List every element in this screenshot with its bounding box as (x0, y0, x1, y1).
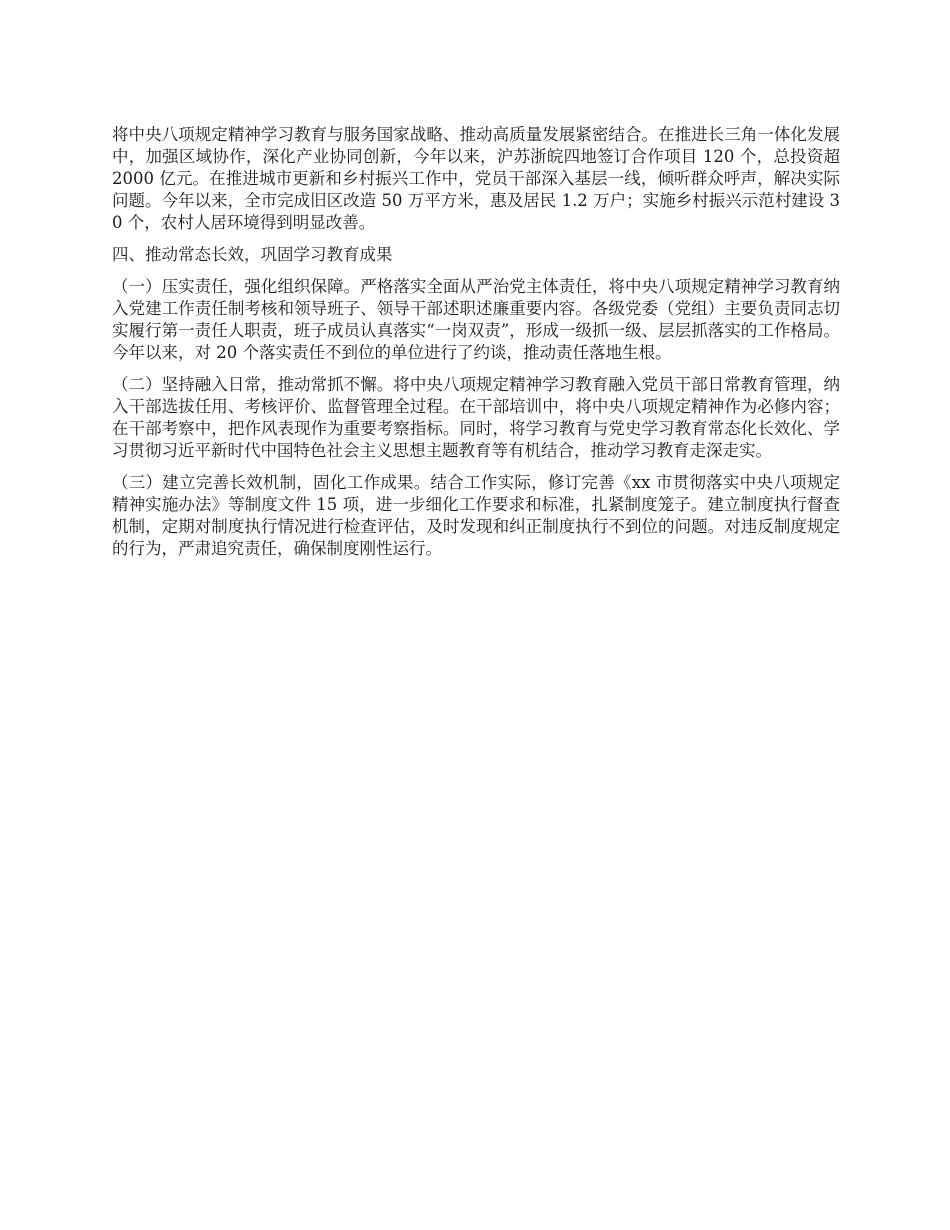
paragraph-long-term-mechanism: （三）建立完善长效机制，固化工作成果。结合工作实际，修订完善《xx 市贯彻落实中央八项规定精神实施办法》等制度文件 15 项，进一步细化工作要求和标准，扎紧制度笼子。建立制度执行督查机制，定期对制度执行情况进行检查评估，及时发现和纠正制度执行不到位的问题。对违反制度规定的行为，严肃追究责任，确保制度刚性运行。 (112, 473, 840, 558)
paragraph-strategy-integration: 将中央八项规定精神学习教育与服务国家战略、推动高质量发展紧密结合。在推进长三角一体化发展中，加强区域协作，深化产业协同创新，今年以来，沪苏浙皖四地签订合作项目 120 个，总投资超 2000 亿元。在推进城市更新和乡村振兴工作中，党员干部深入基层一线，倾听群众呼声，解决实际问题。今年以来，全市完成旧区改造 50 万平方米，惠及居民 1.2 万户；实施乡村振兴示范村建设 30 个，农村人居环境得到明显改善。 (112, 125, 840, 232)
paragraph-responsibility: （一）压实责任，强化组织保障。严格落实全面从严治党主体责任，将中央八项规定精神学习教育纳入党建工作责任制考核和领导班子、领导干部述职述廉重要内容。各级党委（党组）主要负责同志切实履行第一责任人职责，班子成员认真落实“一岗双责”，形成一级抓一级、层层抓落实的工作格局。今年以来，对 20 个落实责任不到位的单位进行了约谈，推动责任落地生根。 (112, 277, 840, 362)
document-body (112, 124, 840, 570)
section-heading-4: 四、推动常态长效，巩固学习教育成果 (112, 245, 393, 264)
paragraph-daily-integration: （二）坚持融入日常，推动常抓不懈。将中央八项规定精神学习教育融入党员干部日常教育管理，纳入干部选拔任用、考核评价、监督管理全过程。在干部培训中，将中央八项规定精神作为必修内容；在干部考察中，把作风表现作为重要考察指标。同时，将学习教育与党史学习教育常态化长效化、学习贯彻习近平新时代中国特色社会主义思想主题教育等有机结合，推动学习教育走深走实。 (112, 375, 840, 460)
